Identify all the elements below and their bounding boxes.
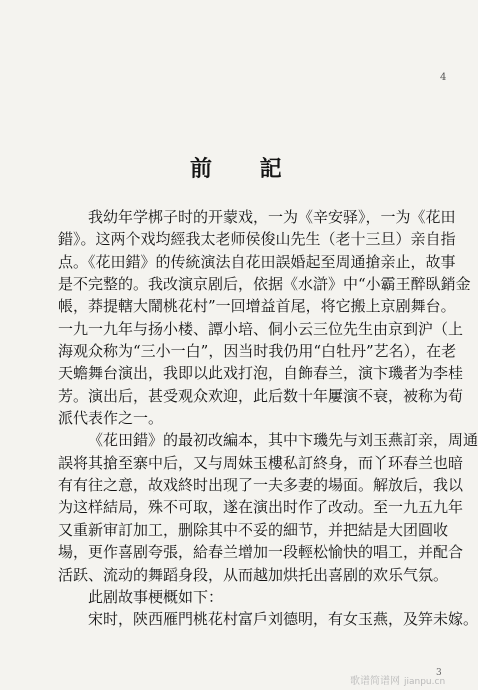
watermark-cn: 歌谱简谱网 bbox=[350, 676, 400, 687]
text-line: 海观众称为“三小一白”，因当时我仍用“白牡丹”艺名），在老 bbox=[58, 342, 457, 361]
text-line: 活跃、流动的舞蹈身段，从而越加烘托出喜剧的欢乐气氛。 bbox=[58, 565, 449, 584]
text-line: 場，更作喜剧夸張，給春兰增加一段輕松愉快的唱工，并配合 bbox=[58, 543, 464, 562]
text-line: 又重新审訂加工，删除其中不妥的細节，并把結是大团圓收 bbox=[58, 520, 449, 539]
page-number: 3 bbox=[436, 668, 442, 678]
page-title: 前 記 bbox=[190, 156, 302, 182]
corner-mark: 4 bbox=[440, 72, 447, 83]
text-line: 此剧故事梗概如下： bbox=[88, 587, 224, 606]
preface-body bbox=[58, 206, 478, 631]
text-line: 有有往之意，故戏終时出现了一夫多妻的場面。解放后，我以 bbox=[58, 476, 464, 495]
text-line: 点。《花田錯》的传統演法自花田誤婚起至周通搶亲止，故事 bbox=[58, 252, 456, 271]
text-line: 帳，莽提轄大鬧桃花村”一回增益首尾，将它搬上京剧舞台。 bbox=[58, 297, 456, 316]
text-line: 誤将其搶至寨中后，又与周妹玉樓私訂終身，而丫环春兰也暗 bbox=[58, 453, 464, 472]
text-line: 錯》。这两个戏均經我太老师侯俊山先生（老十三旦）亲自指 bbox=[58, 230, 456, 249]
text-line: 宋时，陝西雁門桃花村富戶刘德明，有女玉燕，及笄未嫁。 bbox=[88, 610, 478, 629]
text-line: 《花田錯》的最初改編本，其中卞璣先与刘玉燕訂亲，周通 bbox=[88, 431, 478, 450]
text-line: 天蟾舞台演出，我即以此戏打泡，自飾春兰，演卞璣者为李桂 bbox=[58, 364, 464, 383]
text-line: 是不完整的。我改演京剧后，依据《水滸》中“小霸王醉臥銷金 bbox=[58, 275, 471, 294]
text-line: 派代表作之一。 bbox=[58, 409, 164, 428]
text-line: 为这样結局，殊不可取，遂在演出时作了改动。至一九五九年 bbox=[58, 498, 464, 517]
watermark bbox=[350, 672, 445, 687]
watermark-en: jianpu.cn bbox=[404, 677, 446, 687]
text-line: 一九一九年与扬小楼、譚小培、侗小云三位先生由京到沪（上 bbox=[58, 319, 464, 338]
text-line: 我幼年学梆子时的开蒙戏，一为《辛安驿》，一为《花田 bbox=[88, 208, 456, 226]
text-line: 芳。演出后，甚受观众欢迎，此后数十年屢演不衰，被称为荀 bbox=[58, 386, 464, 405]
